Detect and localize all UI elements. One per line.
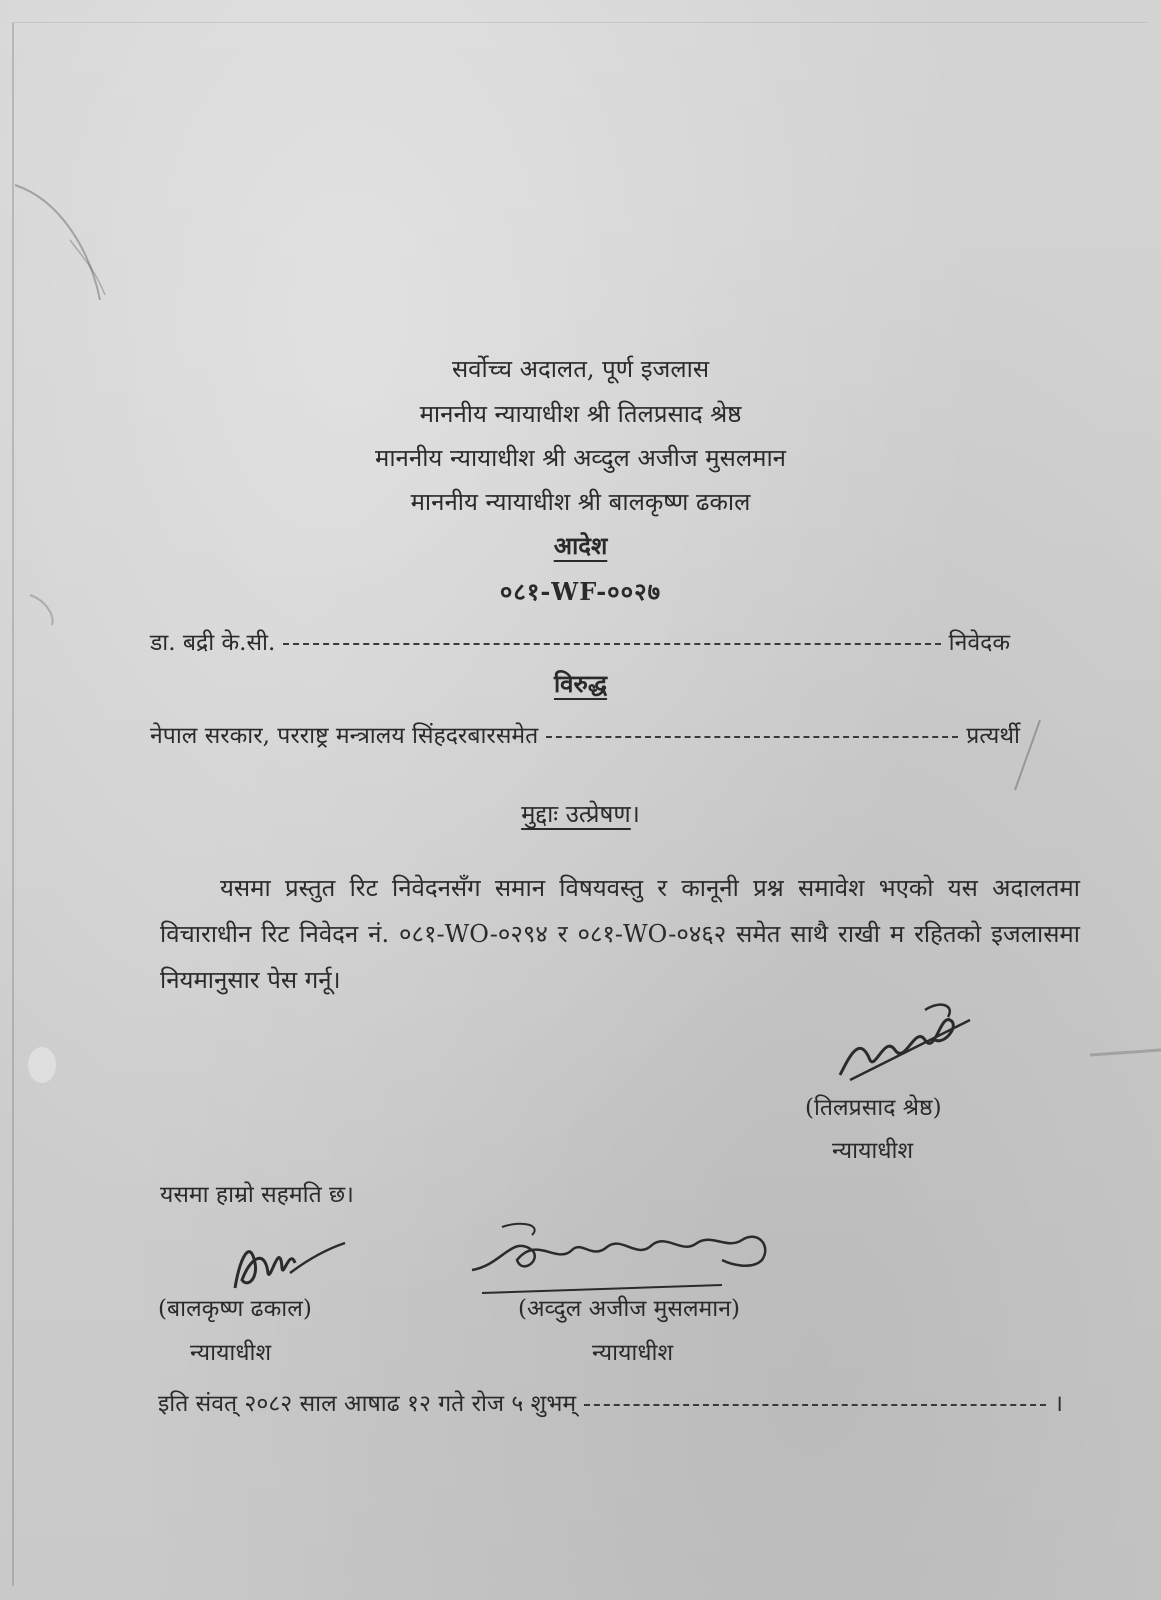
signature-abdul: [462, 1205, 782, 1305]
signatory-name-right: (अव्दुल अजीज मुसलमान): [518, 1296, 740, 1322]
respondent-role: प्रत्यर्थी: [966, 723, 1020, 749]
order-body-paragraph: यसमा प्रस्तुत रिट निवेदनसँग समान विषयवस्तु र कानूनी प्रश्न समावेश भएको यस अदालतमा विचाराधीन रिट निवेदन नं. ०८१-WO-०२९४ र ०८१-WO-०४६२ समेत साथै राखी म रहितको इजलासमा नियमानुसार पेस गर्नू।: [160, 874, 1080, 994]
signatory-name-main: (तिलप्रसाद श्रेष्ठ): [805, 1095, 942, 1121]
subject-text: मुद्दाः उत्प्रेषण: [521, 800, 631, 828]
signatory-title-right: न्यायाधीश: [592, 1340, 674, 1366]
court-title: सर्वोच्च अदालत, पूर्ण इजलास: [451, 355, 710, 383]
case-number: ०८१-WF-००२७: [499, 577, 662, 606]
signatory-name-left: (बालकृष्ण ढकाल): [158, 1296, 312, 1322]
petitioner-role: निवेदक: [948, 630, 1010, 656]
petitioner-row: [150, 625, 1010, 657]
versus-heading: विरुद्ध: [553, 669, 608, 698]
dotted-leader: [584, 1404, 1046, 1406]
order-title: आदेश: [553, 531, 608, 560]
dotted-leader: [283, 643, 940, 645]
signatory-title-main: न्यायाधीश: [832, 1138, 914, 1164]
petitioner-name: डा. बद्री के.सी.: [150, 630, 276, 656]
agreement-statement: यसमा हाम्रो सहमति छ।: [160, 1182, 354, 1208]
justice-line-1: माननीय न्यायाधीश श्री तिलप्रसाद श्रेष्ठ: [419, 400, 742, 428]
justice-line-3: माननीय न्यायाधीश श्री बालकृष्ण ढकाल: [410, 488, 751, 516]
dotted-leader: [546, 736, 958, 738]
justice-line-2: माननीय न्यायाधीश श्री अव्दुल अजीज मुसलमान: [374, 444, 786, 472]
case-subject: [0, 800, 1161, 829]
date-end: ।: [1054, 1391, 1063, 1417]
signature-balkrishna: [220, 1218, 360, 1308]
respondent-row: [150, 718, 1020, 750]
respondent-name: नेपाल सरकार, परराष्ट्र मन्त्रालय सिंहदरबारसमेत: [150, 723, 539, 749]
date-row: [158, 1386, 1063, 1418]
signature-tilprasad: [830, 995, 990, 1095]
subject-end: ।: [630, 800, 640, 828]
date-text: इति संवत् २०८२ साल आषाढ १२ गते रोज ५ शुभम्: [158, 1391, 577, 1417]
signatory-title-left: न्यायाधीश: [190, 1340, 272, 1366]
